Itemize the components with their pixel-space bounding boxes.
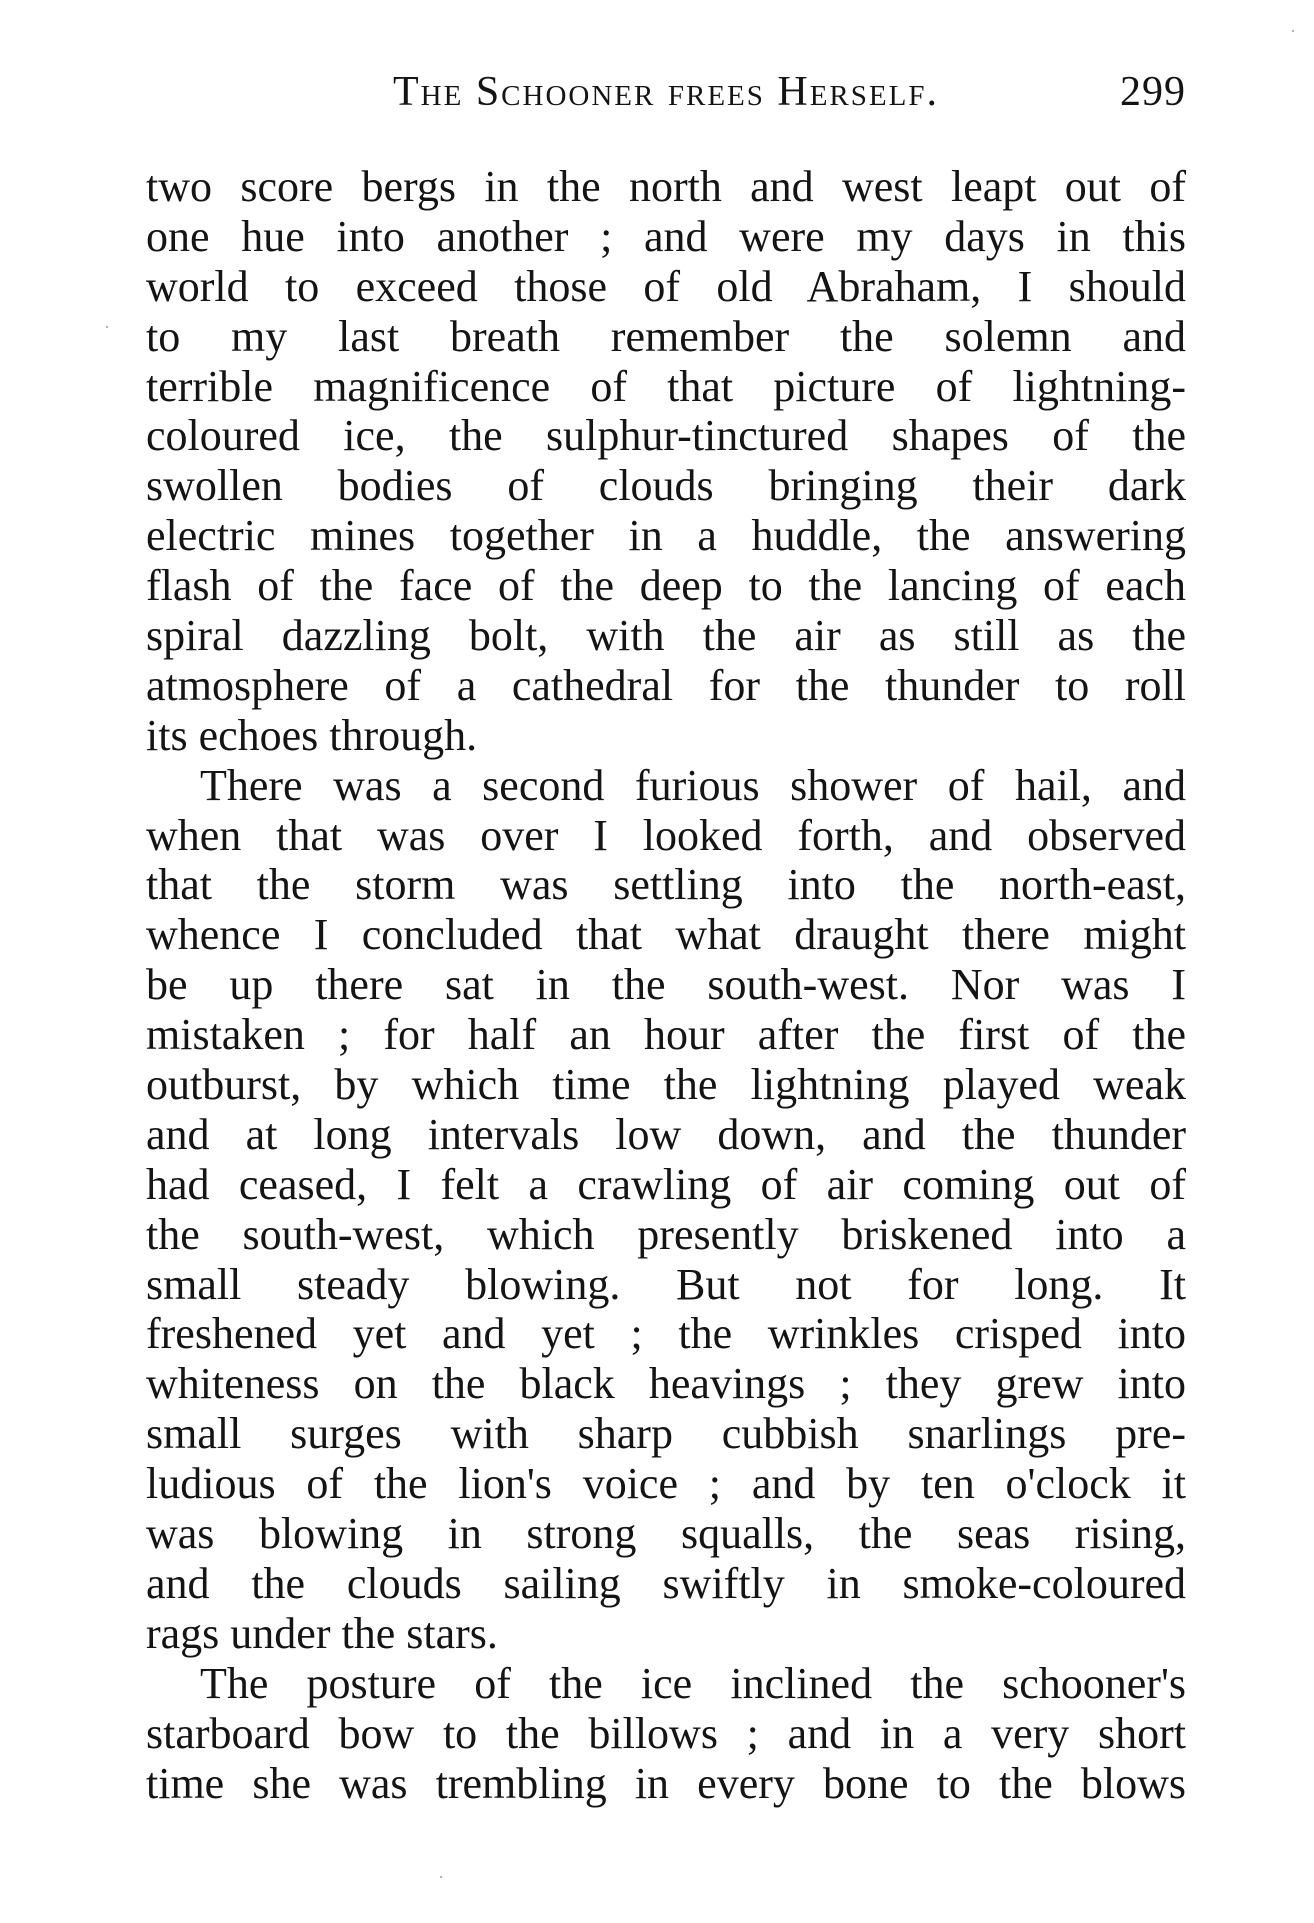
- text-line: was blowing in strong squalls, the seas rising,: [146, 1509, 1186, 1559]
- text-line: starboard bow to the billows ; and in a very short: [146, 1708, 1186, 1758]
- text-line: spiral dazzling bolt, with the air as still as the: [146, 611, 1186, 661]
- paper-speck: [440, 1876, 442, 1878]
- running-title: The Schooner frees Herself.: [393, 69, 939, 115]
- running-head: [146, 62, 1186, 122]
- paragraph-end-line: its echoes through.: [146, 710, 478, 760]
- text-line: coloured ice, the sulphur-tinctured shapes of the: [146, 411, 1186, 461]
- text-line: outburst, by which time the lightning played weak: [146, 1060, 1186, 1110]
- page-number: 299: [1120, 69, 1186, 115]
- text-line: when that was over I looked forth, and observed: [146, 810, 1186, 860]
- body-text: [146, 162, 1186, 1808]
- text-line: two score bergs in the north and west leapt out of: [146, 162, 1186, 211]
- text-line: electric mines together in a huddle, the answering: [146, 511, 1186, 561]
- text-line: time she was trembling in every bone to the blows: [146, 1758, 1186, 1808]
- text-line: ludious of the lion's voice ; and by ten o'clock it: [146, 1459, 1186, 1509]
- text-line: and at long intervals low down, and the thunder: [146, 1109, 1186, 1159]
- text-line: whiteness on the black heavings ; they grew into: [146, 1359, 1186, 1409]
- paragraph-start-line: The posture of the ice inclined the schooner's: [200, 1658, 1186, 1708]
- text-line: to my last breath remember the solemn and: [146, 311, 1186, 361]
- text-line: world to exceed those of old Abraham, I should: [146, 261, 1186, 311]
- paper-speck: [1292, 30, 1294, 32]
- text-line: be up there sat in the south-west. Nor was I: [146, 960, 1186, 1010]
- text-line: one hue into another ; and were my days in this: [146, 211, 1186, 261]
- paragraph-end-line: rags under the stars.: [146, 1608, 498, 1658]
- text-line: whence I concluded that what draught there might: [146, 910, 1186, 960]
- text-line: small steady blowing. But not for long. It: [146, 1259, 1186, 1309]
- text-line: and the clouds sailing swiftly in smoke-coloured: [146, 1558, 1186, 1608]
- text-line: terrible magnificence of that picture of lightning-: [146, 361, 1186, 411]
- paper-speck: [106, 326, 108, 328]
- text-line: freshened yet and yet ; the wrinkles crisped into: [146, 1309, 1186, 1359]
- text-line: flash of the face of the deep to the lancing of each: [146, 561, 1186, 611]
- text-line: mistaken ; for half an hour after the first of the: [146, 1010, 1186, 1060]
- text-line: the south-west, which presently briskened into a: [146, 1209, 1186, 1259]
- paragraph-start-line: There was a second furious shower of hail, and: [200, 760, 1186, 810]
- text-line: atmosphere of a cathedral for the thunder to roll: [146, 660, 1186, 710]
- text-line: had ceased, I felt a crawling of air coming out of: [146, 1159, 1186, 1209]
- text-line: small surges with sharp cubbish snarlings pre-: [146, 1409, 1186, 1459]
- text-line: swollen bodies of clouds bringing their dark: [146, 461, 1186, 511]
- text-line: that the storm was settling into the north-east,: [146, 860, 1186, 910]
